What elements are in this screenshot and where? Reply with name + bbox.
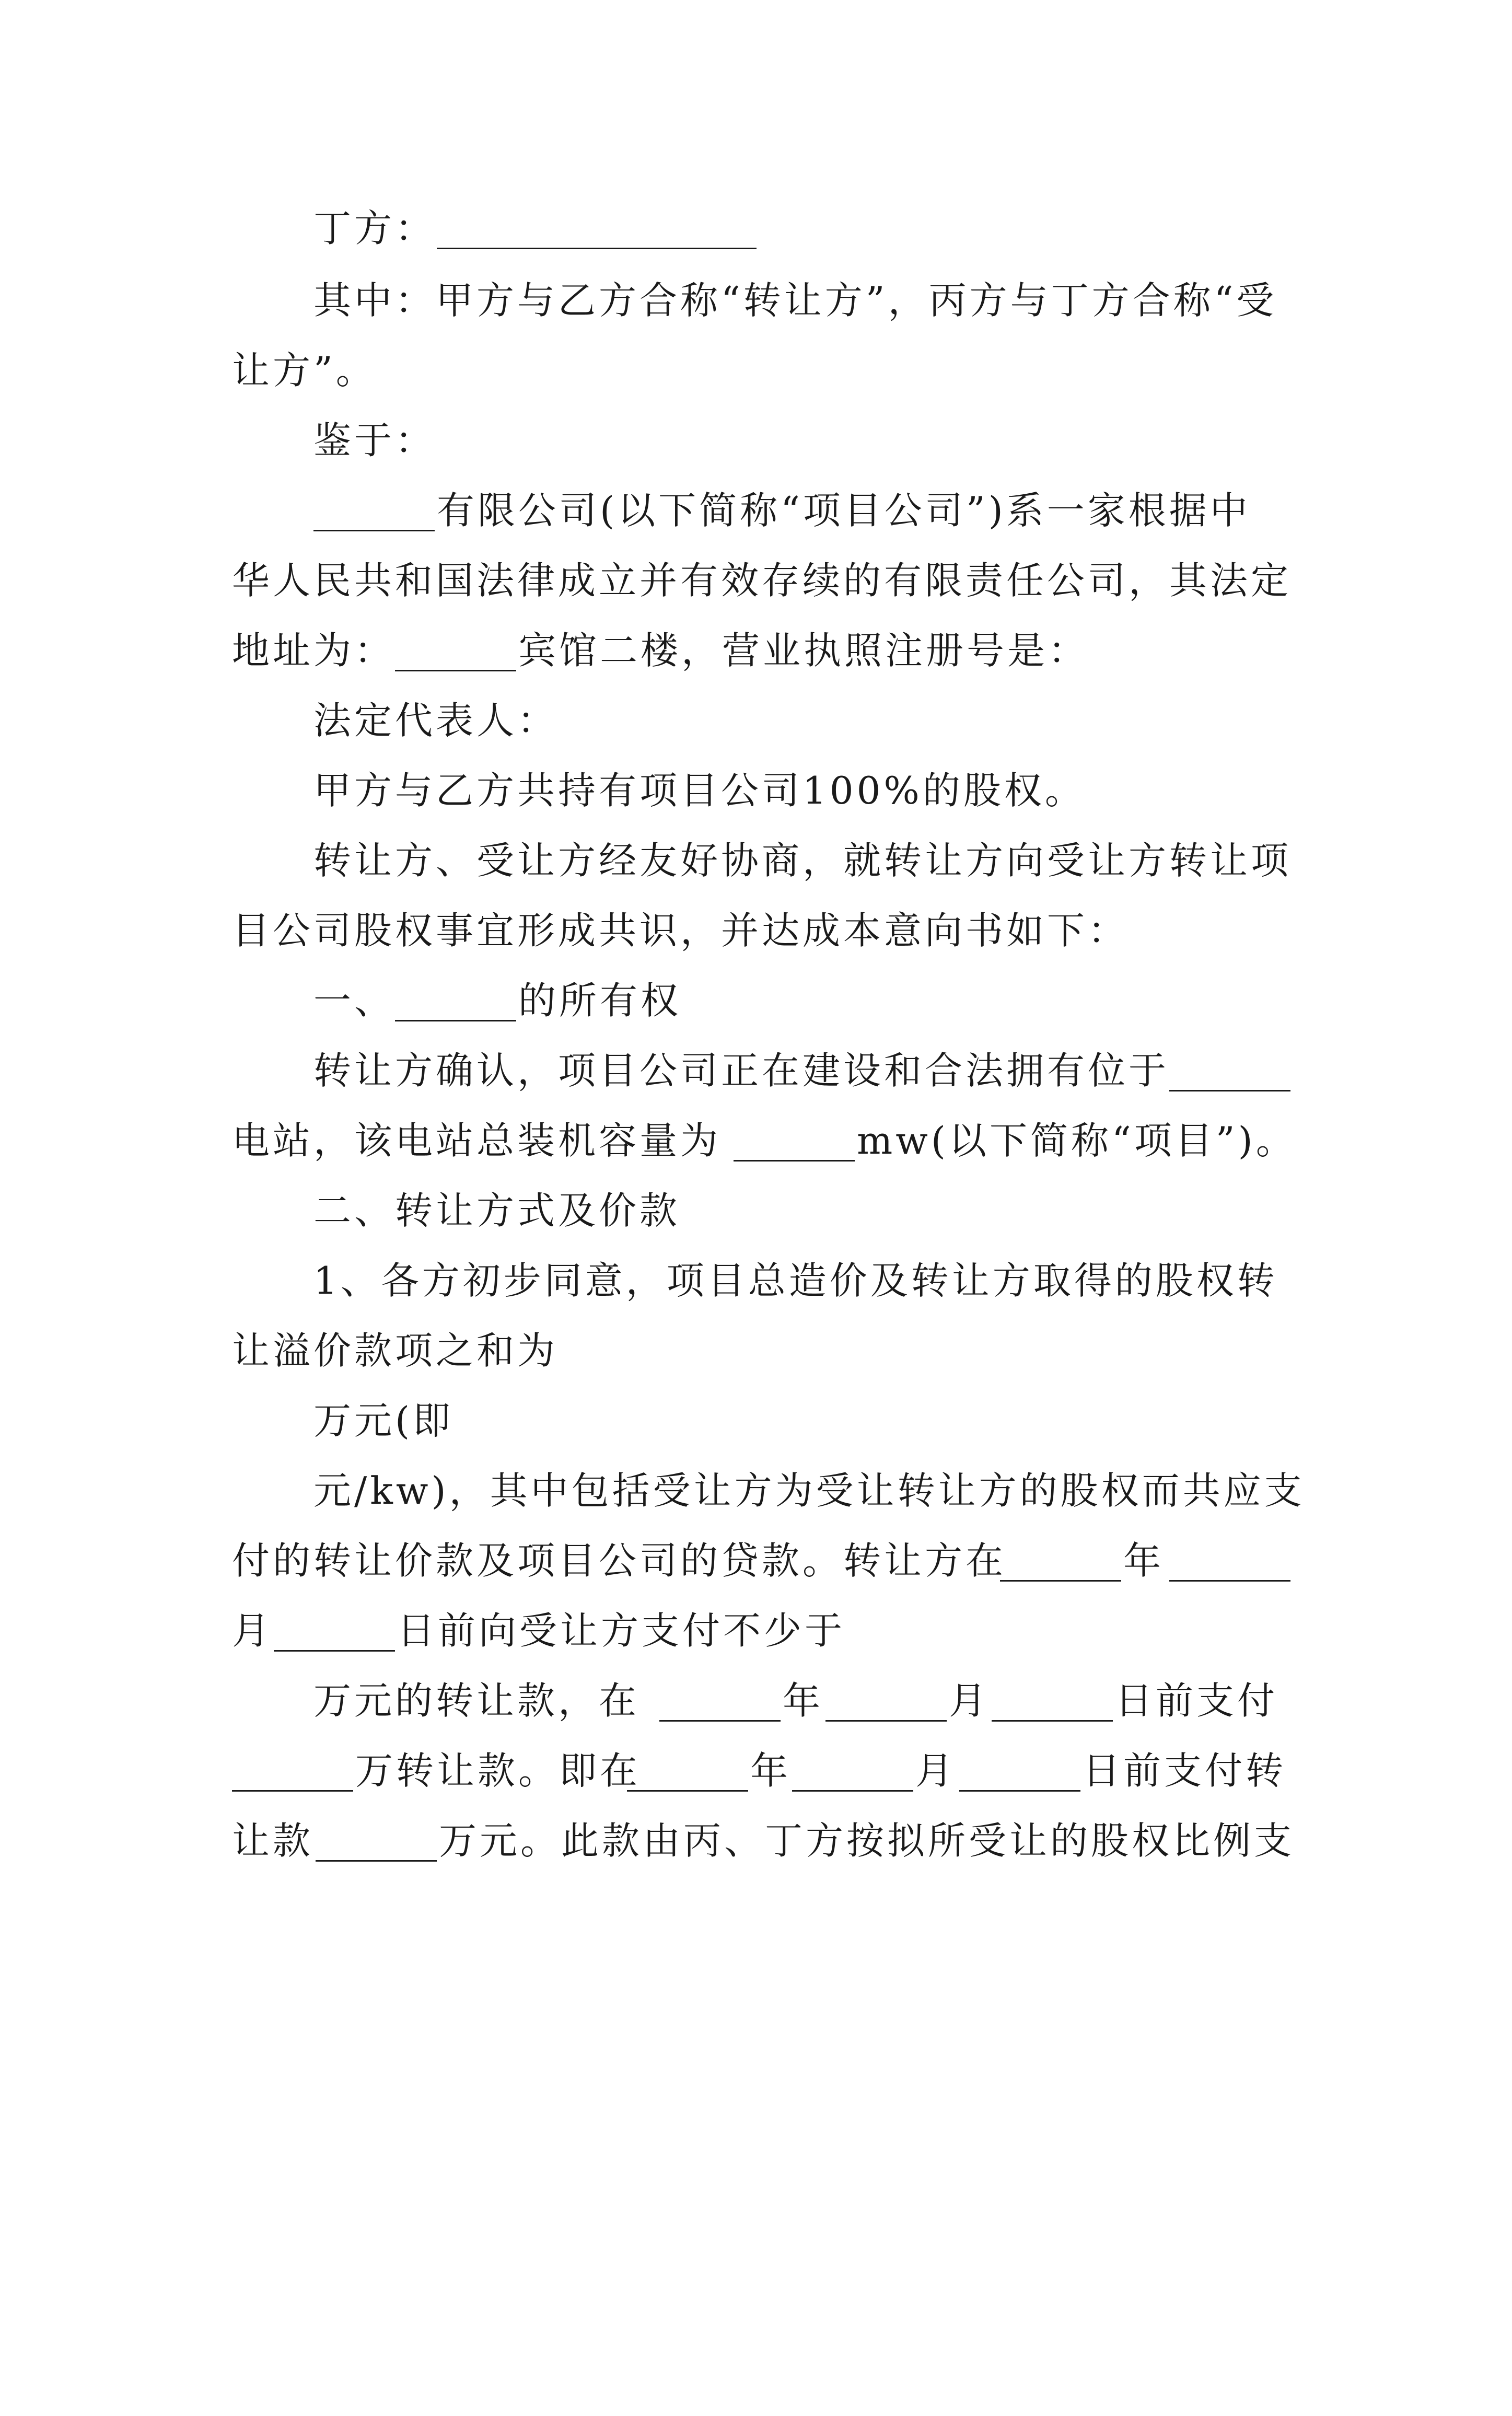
final-payment-text: 万元。此款由丙、丁方按拟所受让的股权比例支 [439,1819,1295,1863]
amount-unit: 万元(即 [313,1399,454,1443]
day-blank-2 [992,1720,1113,1722]
paragraph-line [0,477,1512,544]
address-cont: 宾馆二楼，营业执照注册号是： [518,629,1089,672]
paragraph-line [0,1037,1512,1105]
final-amount-blank [316,1860,437,1862]
month-blank-3 [792,1790,913,1792]
amount-blank [232,1790,353,1792]
section-1-number: 一、 [313,979,396,1023]
section-heading-2 [0,1177,1512,1245]
whereas-heading: 鉴于： [313,419,436,462]
price-per-kw: 元/kw)，其中包括受让方为受让转让方的股权而共应支 [313,1469,1305,1513]
paragraph-line [0,1387,1512,1455]
capacity-text: 电站，该电站总装机容量为 [232,1119,722,1163]
project-location: 转让方确认，项目公司正在建设和合法拥有位于 [313,1049,1170,1093]
year-label: 年 [1123,1539,1165,1583]
party-d-blank [437,248,757,249]
year-label-2: 年 [783,1679,824,1723]
location-blank [1169,1090,1290,1091]
pay-before-text: 日前支付 [1115,1679,1278,1723]
section-1-title: 的所有权 [518,979,682,1023]
paragraph-line [0,266,1512,334]
legal-representative: 法定代表人： [313,699,559,742]
day-blank [274,1650,395,1652]
transfer-payment-text: 万元的转让款，在 [313,1679,640,1723]
company-description-cont: 华人民共和国法律成立并有效存续的有限责任公司，其法定 [232,559,1292,602]
section-2-title: 二、转让方式及价款 [313,1189,681,1233]
clause-1: 1、各方初步同意，项目总造价及转让方取得的股权转 [313,1259,1278,1303]
negotiation-statement: 转让方、受让方经友好协商，就转让方向受让方转让项 [313,839,1292,882]
month-label-2: 月 [949,1679,990,1723]
year-label-3: 年 [750,1749,792,1793]
paragraph-line [0,547,1512,614]
transfer-amount-text: 万转让款。即在 [355,1749,641,1793]
paragraph-line [0,687,1512,754]
company-name-blank [313,530,435,531]
party-d-line [0,194,1512,262]
paragraph-line [0,1737,1512,1805]
day-blank-3 [959,1790,1080,1792]
ownership-subject-blank [395,1020,516,1021]
paragraph-line [0,406,1512,474]
capacity-unit: mw(以下简称“项目”)。 [857,1119,1297,1163]
clause-1-cont: 让溢价款项之和为 [232,1329,559,1373]
year-blank [1000,1580,1121,1582]
paragraph-line [0,336,1512,404]
month-label-3: 月 [915,1749,957,1793]
ownership-statement: 甲方与乙方共持有项目公司100%的股权。 [313,769,1086,812]
year-blank-2 [659,1720,781,1722]
paragraph-line [0,1247,1512,1315]
payment-text-cont: 日前向受让方支付不少于 [397,1609,846,1653]
paragraph-line [0,1527,1512,1595]
payment-text: 付的转让价款及项目公司的贷款。转让方在 [232,1539,1007,1583]
year-blank-3 [627,1790,748,1792]
transferee-definition-end: 让方”。 [232,349,377,392]
company-description: 有限公司(以下简称“项目公司”)系一家根据中 [437,489,1251,532]
paragraph-line [0,1807,1512,1875]
address-blank [395,670,516,671]
paragraph-line [0,1457,1512,1525]
section-heading-1 [0,967,1512,1035]
paragraph-line [0,897,1512,965]
paragraph-line [0,1667,1512,1735]
capacity-blank [734,1160,855,1161]
month-blank [1169,1580,1290,1582]
paragraph-line [0,1107,1512,1175]
transferor-definition: 其中：甲方与乙方合称“转让方”，丙方与丁方合称“受 [313,278,1277,322]
paragraph-line [0,827,1512,895]
month-label: 月 [232,1609,273,1653]
month-blank-2 [825,1720,947,1722]
paragraph-line [0,1597,1512,1665]
pay-transfer-text: 日前支付转 [1083,1749,1287,1793]
paragraph-line [0,1317,1512,1385]
paragraph-line [0,617,1512,684]
address-label: 地址为： [232,629,396,672]
paragraph-line [0,757,1512,824]
transfer-label: 让款 [232,1819,314,1863]
negotiation-statement-cont: 目公司股权事宜形成共识，并达成本意向书如下： [232,909,1129,953]
party-d-label: 丁方： [313,206,436,250]
